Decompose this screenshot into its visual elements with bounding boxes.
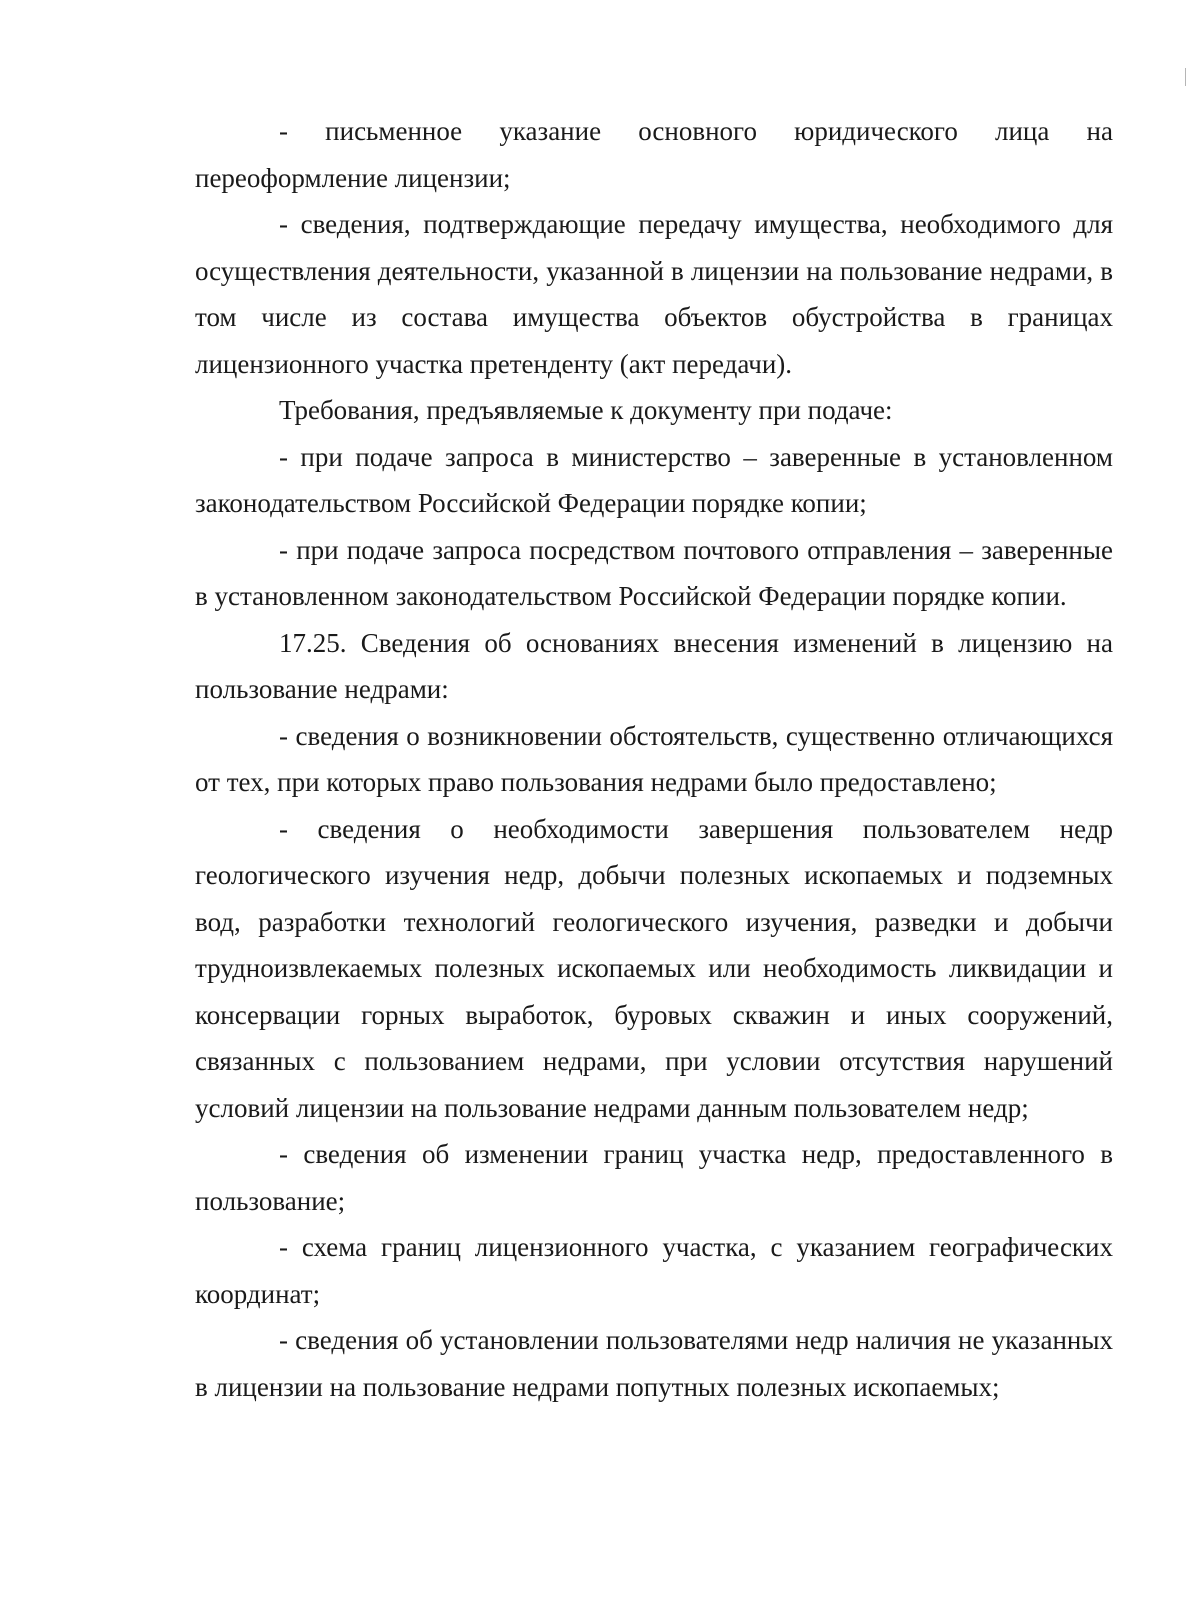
paragraph-associated-minerals: - сведения об установлении пользователями недр наличия не указанных в лицензии на пользование недрами попутных полезных ископаемых; [195,1325,1113,1402]
scan-edge-mark [1185,68,1186,86]
paragraph-property-transfer: - сведения, подтверждающие передачу имущества, необходимого для осуществления деятельности, указанной в лицензии на пользование недрами, в том числе из состава имущества объектов обустройства в границах лицензионного участка претенденту (акт передачи). [195,209,1113,379]
paragraph-boundary-scheme: - схема границ лицензионного участка, с указанием географических координат; [195,1232,1113,1309]
paragraph-rename-instruction: - письменное указание основного юридического лица на переоформление лицензии; [195,116,1113,193]
paragraph-boundary-change: - сведения об изменении границ участка недр, предоставленного в пользование; [195,1139,1113,1216]
paragraph-section-17-25: 17.25. Сведения об основаниях внесения изменений в лицензию на пользование недрами: [195,627,1113,704]
paragraph-ministry-request: - при подаче запроса в министерство – заверенные в установленном законодательством Российской Федерации порядке копии; [195,441,1113,518]
paragraph-requirements-heading: Требования, предъявляемые к документу при подаче: [279,395,893,425]
document-body [195,108,1113,1410]
paragraph-postal-request: - при подаче запроса посредством почтового отправления – заверенные в установленном законодательством Российской Федерации порядке копии. [195,534,1113,611]
paragraph-changed-circumstances: - сведения о возникновении обстоятельств, существенно отличающихся от тех, при которых право пользования недрами было предоставлено; [195,720,1113,797]
paragraph-completion-necessity: - сведения о необходимости завершения пользователем недр геологического изучения недр, добычи полезных ископаемых и подземных вод, разработки технологий геологического изучения, разведки и добычи трудноизвлекаемых полезных ископаемых или необходимость ликвидации и консервации горных выработок, буровых скважин и иных сооружений, связанных с пользованием недрами, при условии отсутствия нарушений условий лицензии на пользование недрами данным пользователем недр; [195,813,1113,1123]
